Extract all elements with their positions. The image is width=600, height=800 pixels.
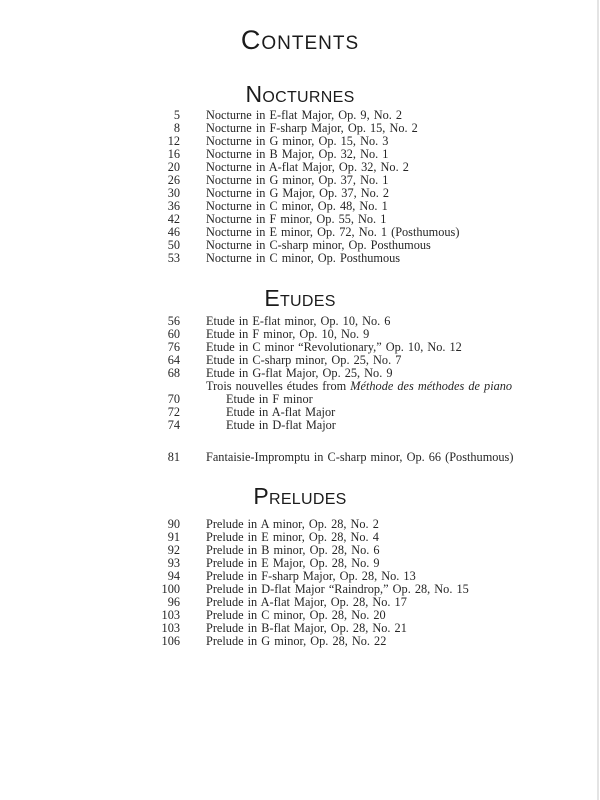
piece-title-italic: Méthode des méthodes de piano <box>350 379 513 393</box>
page-number <box>0 380 180 393</box>
nocturnes-list <box>0 109 600 265</box>
toc-row <box>0 635 600 648</box>
page-number: 64 <box>167 353 180 367</box>
piece-title: Nocturne in C-sharp minor, Op. Posthumous <box>206 238 431 252</box>
piece-title: Nocturne in E minor, Op. 72, No. 1 (Posthumous) <box>206 225 460 239</box>
page-number: 106 <box>161 634 180 648</box>
piece-title: Etude in G-flat Major, Op. 25, No. 9 <box>206 366 393 380</box>
page-number: 76 <box>167 340 180 354</box>
piece-title: Prelude in B-flat Major, Op. 28, No. 21 <box>206 621 407 635</box>
piece-title: Etude in C-sharp minor, Op. 25, No. 7 <box>206 353 402 367</box>
page-number: 60 <box>167 327 180 341</box>
etudes-list <box>0 315 600 432</box>
page-number: 94 <box>167 569 180 583</box>
piece-title: Nocturne in A-flat Major, Op. 32, No. 2 <box>206 160 409 174</box>
page-number: 100 <box>161 582 180 596</box>
page-number: 20 <box>167 160 180 174</box>
fantaisie-list <box>0 451 600 464</box>
piece-title: Prelude in E minor, Op. 28, No. 4 <box>206 530 379 544</box>
piece-title: Etude in F minor <box>226 392 313 406</box>
page-number: 42 <box>167 212 180 226</box>
piece-title: Nocturne in F-sharp Major, Op. 15, No. 2 <box>206 121 418 135</box>
piece-title: Etude in E-flat minor, Op. 10, No. 6 <box>206 314 391 328</box>
page-number: 92 <box>167 543 180 557</box>
page-number: 72 <box>167 405 180 419</box>
toc-row <box>0 419 600 432</box>
page-number: 103 <box>161 608 180 622</box>
page-number: 70 <box>167 392 180 406</box>
page-number: 81 <box>167 450 180 464</box>
section-nocturnes <box>0 83 600 265</box>
piece-title: Fantaisie-Impromptu in C-sharp minor, Op. 66 (Posthumous) <box>206 450 514 464</box>
page-number: 16 <box>167 147 180 161</box>
page-number: 12 <box>167 134 180 148</box>
piece-title: Nocturne in F minor, Op. 55, No. 1 <box>206 212 387 226</box>
page-number: 30 <box>167 186 180 200</box>
piece-title: Nocturne in G minor, Op. 15, No. 3 <box>206 134 389 148</box>
piece-title: Etude in C minor “Revolutionary,” Op. 10, No. 12 <box>206 340 462 354</box>
scan-edge-artifact <box>597 0 599 800</box>
page-number: 96 <box>167 595 180 609</box>
page-number: 91 <box>167 530 180 544</box>
piece-title: Trois nouvelles études from Méthode des méthodes de piano <box>206 379 513 393</box>
page-number: 5 <box>173 108 180 122</box>
piece-title: Nocturne in G Major, Op. 37, No. 2 <box>206 186 390 200</box>
piece-title: Prelude in F-sharp Major, Op. 28, No. 13 <box>206 569 416 583</box>
piece-title: Etude in D-flat Major <box>226 418 336 432</box>
page-number: 36 <box>167 199 180 213</box>
piece-title: Prelude in B minor, Op. 28, No. 6 <box>206 543 380 557</box>
page-number: 53 <box>167 251 180 265</box>
toc-row <box>0 252 600 265</box>
page-number: 8 <box>173 121 180 135</box>
section-etudes <box>0 287 600 432</box>
page-number: 50 <box>167 238 180 252</box>
page-number: 68 <box>167 366 180 380</box>
piece-title: Prelude in A minor, Op. 28, No. 2 <box>206 517 379 531</box>
nocturnes-heading: Nocturnes <box>245 81 355 107</box>
piece-title: Nocturne in C minor, Op. 48, No. 1 <box>206 199 388 213</box>
piece-title: Prelude in G minor, Op. 28, No. 22 <box>206 634 387 648</box>
page-number: 103 <box>161 621 180 635</box>
page-title: Contents <box>240 25 360 55</box>
page-number: 26 <box>167 173 180 187</box>
piece-title: Nocturne in C minor, Op. Posthumous <box>206 251 401 265</box>
section-preludes <box>0 485 600 648</box>
piece-title: Nocturne in G minor, Op. 37, No. 1 <box>206 173 389 187</box>
page-number: 74 <box>167 418 180 432</box>
page-number: 46 <box>167 225 180 239</box>
etudes-heading: Etudes <box>264 285 336 311</box>
toc-row <box>0 451 600 464</box>
preludes-heading: Preludes <box>253 483 347 509</box>
piece-title: Prelude in A-flat Major, Op. 28, No. 17 <box>206 595 407 609</box>
page-number: 93 <box>167 556 180 570</box>
page-number: 56 <box>167 314 180 328</box>
piece-title: Nocturne in E-flat Major, Op. 9, No. 2 <box>206 108 403 122</box>
piece-title: Prelude in E Major, Op. 28, No. 9 <box>206 556 380 570</box>
piece-title: Prelude in D-flat Major “Raindrop,” Op. 28, No. 15 <box>206 582 469 596</box>
piece-title: Nocturne in B Major, Op. 32, No. 1 <box>206 147 389 161</box>
piece-title: Etude in A-flat Major <box>226 405 336 419</box>
piece-title: Prelude in C minor, Op. 28, No. 20 <box>206 608 386 622</box>
page-number: 90 <box>167 517 180 531</box>
section-fantaisie <box>0 451 600 464</box>
preludes-list <box>0 518 600 648</box>
piece-title: Etude in F minor, Op. 10, No. 9 <box>206 327 370 341</box>
